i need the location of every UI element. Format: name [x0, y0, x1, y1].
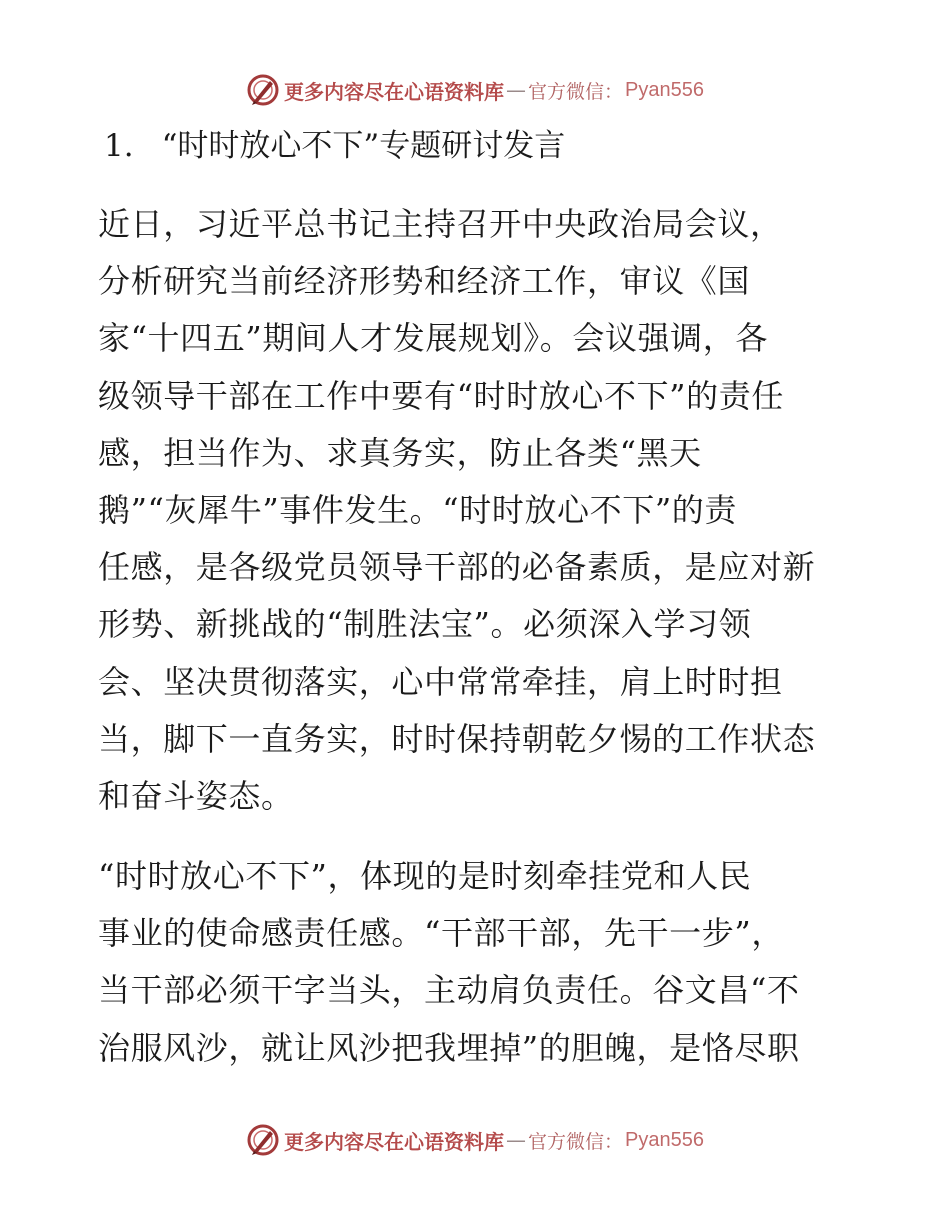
paragraph-line: 近日，习近平总书记主持召开中央政治局会议，: [98, 205, 783, 243]
header-wechat-label: 官方微信：: [528, 80, 624, 103]
paragraph-line: 会、坚决贯彻落实，心中常常牵挂，肩上时时担: [98, 662, 783, 701]
header-site-text: 更多内容尽在心语资料库: [284, 79, 504, 104]
header-dash: —: [506, 78, 526, 102]
paragraph-line: 当干部必须干字当头，主动肩负责任。谷文昌“不: [98, 971, 800, 1010]
footer-site-text: 更多内容尽在心语资料库: [284, 1129, 504, 1154]
paragraph-line: 任感，是各级党员领导干部的必备素质，是应对新: [98, 548, 816, 587]
heading-title: “时时放心不下”专题研讨发言: [161, 128, 566, 164]
paragraph-line: 级领导干部在工作中要有“时时放心不下”的责任: [98, 376, 784, 415]
footer-banner: [0, 1120, 950, 1160]
paragraph-line: 治服风沙，就让风沙把我埋掉”的胆魄，是恪尽职: [98, 1028, 800, 1067]
heading-number: 1.: [104, 128, 134, 164]
footer-wechat-id: Pyan556: [625, 1128, 704, 1151]
paragraph-line: 当，脚下一直务实，时时保持朝乾夕惕的工作状态: [98, 719, 816, 758]
paragraph-line: 鹅”“灰犀牛”事件发生。“时时放心不下”的责: [98, 491, 737, 530]
paragraph-line: 分析研究当前经济形势和经济工作，审议《国: [98, 262, 751, 301]
header-wechat-id: Pyan556: [625, 78, 704, 101]
footer-wechat-label: 官方微信：: [528, 1130, 624, 1153]
paragraph-line: 形势、新挑战的“制胜法宝”。必须深入学习领: [98, 605, 752, 644]
paragraph-line: 事业的使命感责任感。“干部干部，先干一步”，: [98, 914, 784, 953]
paragraph-1: [98, 196, 850, 825]
footer-dash: —: [506, 1128, 526, 1152]
paragraph-line: 家“十四五”期间人才发展规划》。会议强调，各: [98, 319, 768, 358]
header-banner: [0, 70, 950, 110]
document-heading: [104, 122, 565, 170]
pen-circle-logo-icon: [246, 1123, 280, 1157]
paragraph-line: 和奋斗姿态。: [98, 777, 294, 816]
pen-circle-logo-icon: [246, 73, 280, 107]
paragraph-line: “时时放心不下”，体现的是时刻牵挂党和人民: [98, 857, 752, 895]
paragraph-line: 感，担当作为、求真务实，防止各类“黑天: [98, 433, 702, 472]
paragraph-2: [98, 848, 850, 1077]
